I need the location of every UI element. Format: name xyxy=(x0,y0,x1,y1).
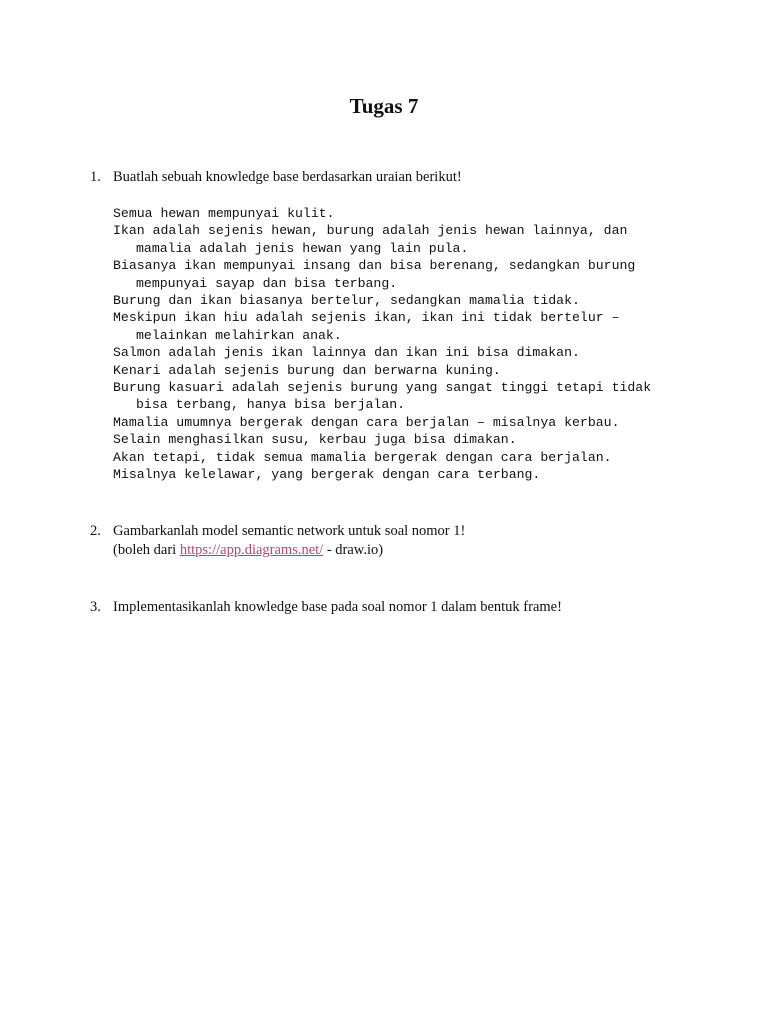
task-text: Implementasikanlah knowledge base pada soal nomor 1 dalam bentuk frame! xyxy=(113,599,562,615)
code-line: Kenari adalah sejenis burung dan berwarna kuning. xyxy=(113,362,501,378)
code-line: Akan tetapi, tidak semua mamalia bergerak dengan cara berjalan. xyxy=(113,449,612,465)
task-text: Buatlah sebuah knowledge base berdasarkan uraian berikut! xyxy=(113,169,462,185)
code-line: Ikan adalah sejenis hewan, burung adalah jenis hewan lainnya, dan xyxy=(113,223,628,239)
task-number: 3. xyxy=(90,599,101,615)
code-line: Semua hewan mempunyai kulit. xyxy=(113,206,335,221)
code-line: Meskipun ikan hiu adalah sejenis ikan, ikan ini tidak bertelur – xyxy=(113,310,620,326)
code-line: Burung dan ikan biasanya bertelur, sedangkan mamalia tidak. xyxy=(113,293,580,309)
code-line: Salmon adalah jenis ikan lainnya dan ikan ini bisa dimakan. xyxy=(113,345,580,361)
code-line: Biasanya ikan mempunyai insang dan bisa berenang, sedangkan burung xyxy=(113,258,636,274)
knowledge-description-block xyxy=(113,205,713,484)
note-prefix: (boleh dari xyxy=(113,542,180,558)
code-line: Burung kasuari adalah sejenis burung yang sangat tinggi tetapi tidak xyxy=(113,380,652,396)
code-line: Misalnya kelelawar, yang bergerak dengan cara terbang. xyxy=(113,467,541,483)
code-line: Mamalia umumnya bergerak dengan cara berjalan – misalnya kerbau. xyxy=(113,414,620,430)
diagrams-link[interactable]: https://app.diagrams.net/ xyxy=(179,542,324,558)
task-number: 2. xyxy=(90,523,101,539)
page-title: Tugas 7 xyxy=(349,94,419,118)
code-line: mamalia adalah jenis hewan yang lain pula. xyxy=(136,240,469,256)
code-line: Selain menghasilkan susu, kerbau juga bisa dimakan. xyxy=(113,432,517,448)
code-line: bisa terbang, hanya bisa berjalan. xyxy=(136,397,406,413)
task-number: 1. xyxy=(90,169,101,185)
note-suffix: - draw.io) xyxy=(323,542,384,558)
code-line: melainkan melahirkan anak. xyxy=(136,327,342,343)
code-line: mempunyai sayap dan bisa terbang. xyxy=(136,275,398,291)
task-note xyxy=(113,541,383,560)
task-text: Gambarkanlah model semantic network untuk soal nomor 1! xyxy=(113,523,466,539)
